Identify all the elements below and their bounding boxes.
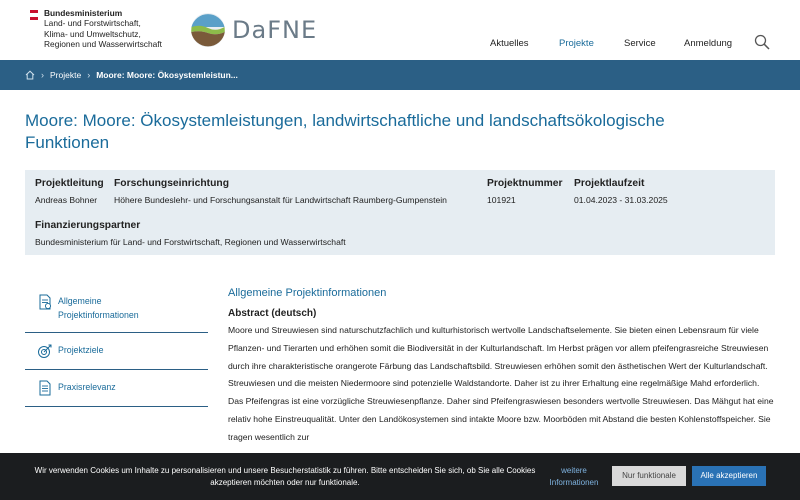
breadcrumb-separator: › — [41, 70, 44, 80]
logo-text: DaFNE — [232, 16, 318, 44]
laufzeit-value: 01.04.2023 - 31.03.2025 — [574, 195, 668, 205]
main-content — [228, 287, 776, 447]
laufzeit-label: Projektlaufzeit — [574, 178, 645, 189]
search-icon[interactable] — [754, 34, 770, 50]
nummer-value: 101921 — [487, 195, 516, 205]
ministry-line: Regionen und Wasserwirtschaft — [44, 39, 162, 50]
abstract-title: Abstract (deutsch) — [228, 308, 317, 319]
ministry-line: Land- und Forstwirtschaft, — [44, 18, 141, 29]
projektleitung-block — [35, 178, 104, 205]
forschung-label: Forschungseinrichtung — [114, 178, 229, 189]
sidebar-item-label: Projektziele — [58, 345, 104, 355]
breadcrumb-current: Moore: Moore: Ökosystemleistun... — [96, 70, 238, 80]
breadcrumb-separator: › — [87, 70, 91, 80]
document-icon — [37, 294, 53, 310]
sidebar-item-label: Allgemeine Projektinformationen — [58, 296, 139, 320]
breadcrumb — [0, 60, 800, 90]
nav-projekte[interactable]: Projekte — [559, 38, 594, 49]
site-header — [0, 0, 800, 60]
cookie-more-info-link[interactable]: weitere Informationen — [549, 466, 599, 487]
target-icon — [37, 343, 53, 359]
projektleitung-value: Andreas Bohner — [35, 195, 98, 205]
sidebar-item-praxisrelevanz[interactable] — [25, 370, 208, 407]
finanzierung-value: Bundesministerium für Land- und Forstwirtschaft, Regionen und Wasserwirtschaft — [35, 237, 346, 247]
sidebar-item-projektziele[interactable] — [25, 333, 208, 370]
nav-anmeldung[interactable]: Anmeldung — [684, 38, 733, 49]
nummer-block — [487, 178, 563, 205]
functional-cookies-button[interactable]: Nur funktionale — [612, 466, 686, 486]
document-list-icon — [37, 380, 53, 396]
section-sidebar — [25, 288, 208, 407]
nav-service[interactable]: Service — [624, 38, 656, 49]
ministry-line: Bundesministerium — [44, 8, 123, 18]
breadcrumb-projekte[interactable]: Projekte — [50, 70, 82, 80]
page-title: Moore: Moore: Ökosystemleistungen, landwirtschaftliche und landschaftsökologische Funktionen — [25, 111, 665, 152]
home-icon[interactable] — [25, 70, 35, 80]
project-info-box — [25, 170, 775, 255]
accept-all-cookies-button[interactable]: Alle akzeptieren — [692, 466, 766, 486]
section-title: Allgemeine Projektinformationen — [228, 287, 387, 299]
forschung-value: Höhere Bundeslehr- und Forschungsanstalt für Landwirtschaft Raumberg-Gumpenstein — [114, 195, 447, 205]
sidebar-item-allgemeine[interactable] — [25, 288, 208, 333]
sidebar-item-label: Praxisrelevanz — [58, 382, 116, 392]
finanzierung-block — [35, 220, 346, 247]
nav-aktuelles[interactable]: Aktuelles — [490, 38, 529, 49]
austria-flag-icon — [30, 10, 38, 20]
abstract-text: Moore und Streuwiesen sind naturschutzfachlich und kulturhistorisch wertvolle Landschaftselemente. Sie bieten einen Lebensraum für viele Pflanzen- und Tierarten und erhöhen somit die Biodiversität in der Kulturlandschaft. Im Herbst prägen vor allem pfeifengrasreiche Streuwiesen durch ihre charakteristische orangerote Färbung das Landschaftsbild. Streuwiesen erhöhen somit den ästhetischen Wert der Kulturlandschaft. Streuwiesen und die meisten Niedermoore sind potenzielle Waldstandorte. Daher ist zu ihrer Erhaltung eine regelmäßige Mahd erforderlich. Das Pfeifengras ist eine vorzügliche Streuwiesenpflanze. Daher sind Pfeifengraswiesen besonders wertvolle Streuwiesen. Das Mähgut hat eine relativ hohe Einstreuqualität. Unter den Landökosystemen sind intakte Moore bzw. Moorböden mit Abstand die besten Kohlenstoffspeicher. Sie tragen wesentlich zur — [228, 325, 774, 442]
main-nav — [0, 38, 800, 52]
laufzeit-block — [574, 178, 668, 205]
ministry-line: Klima- und Umweltschutz, — [44, 28, 141, 39]
nummer-label: Projektnummer — [487, 178, 563, 189]
forschung-block — [114, 178, 447, 205]
projektleitung-label: Projektleitung — [35, 178, 104, 189]
cookie-text: Wir verwenden Cookies um Inhalte zu personalisieren und unsere Besucherstatistik zu führen. Bitte entscheiden Sie sich, ob Sie alle Cookies akzeptieren möchten oder nur funktionale. — [34, 466, 536, 487]
finanzierung-label: Finanzierungspartner — [35, 220, 141, 231]
